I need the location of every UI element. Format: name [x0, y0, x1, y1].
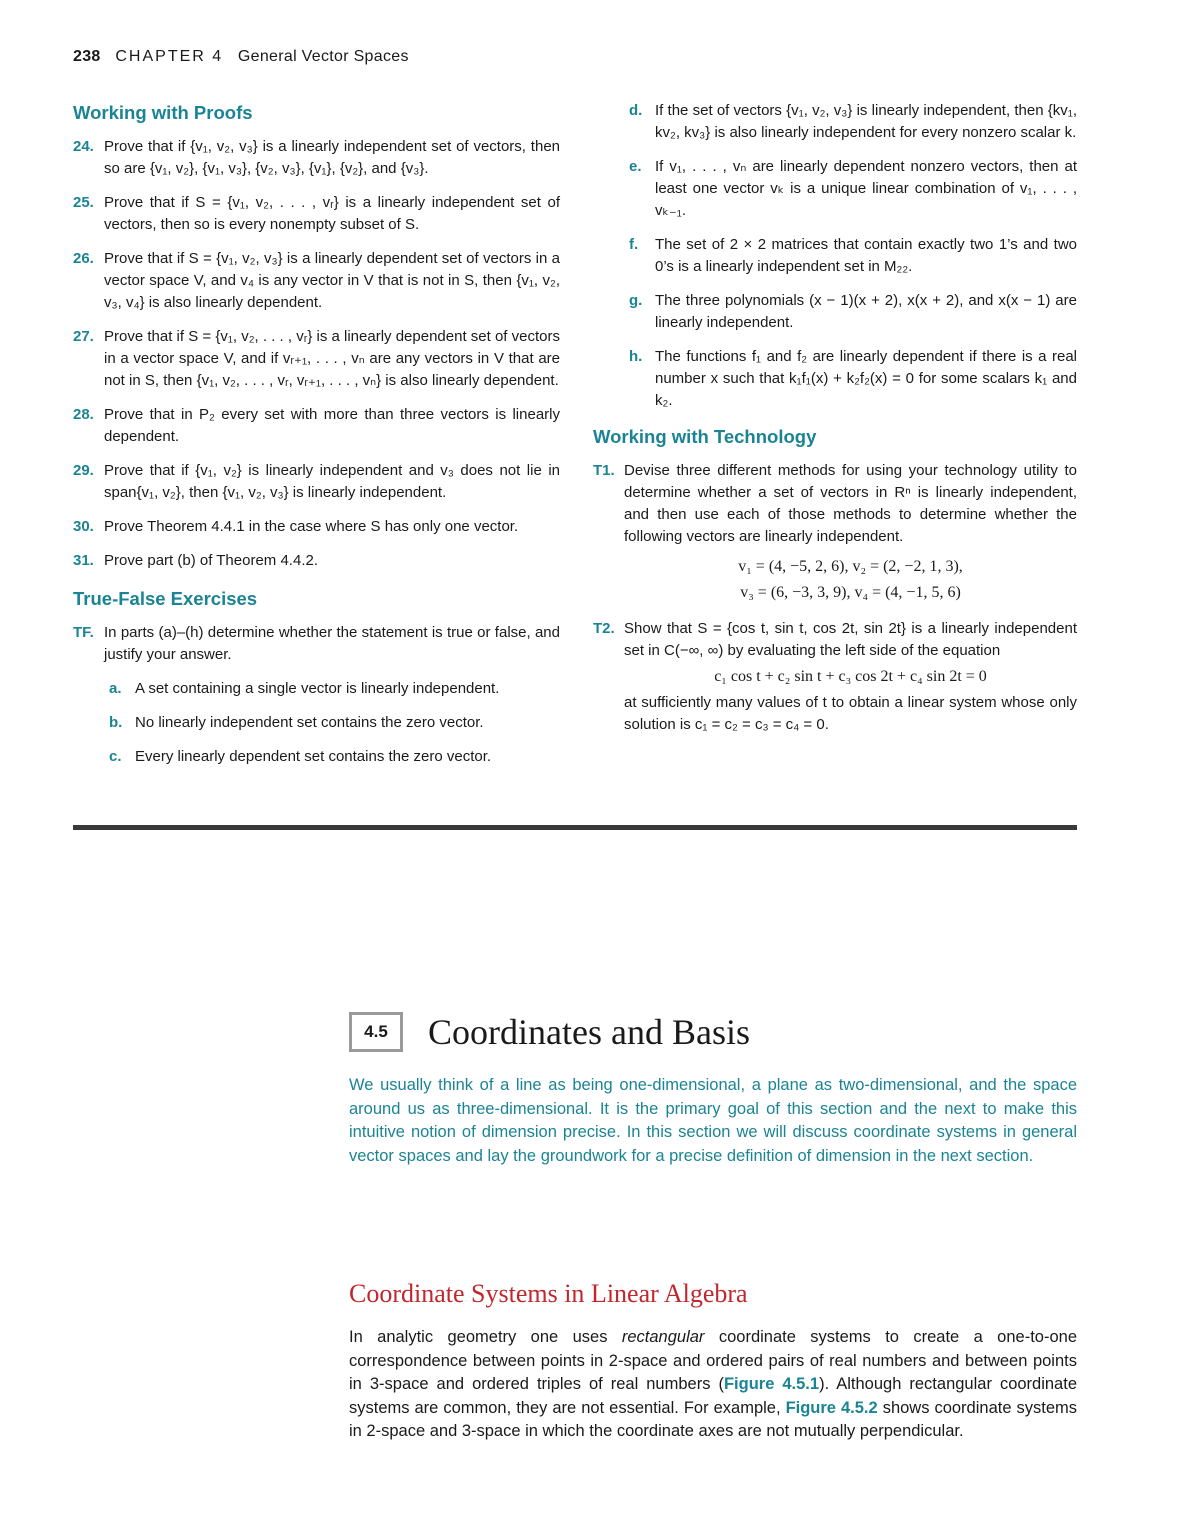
proof-exercise-25-text: Prove that if S = {v₁, v₂, . . . , vᵣ} is a linearly independent set of vectors, then so is every nonempty subset of S.: [104, 194, 560, 233]
tf-part-h-text: The functions f₁ and f₂ are linearly dependent if there is a real number x such that k₁f₁(x) + k₂f₂(x) = 0 for some scalars k₁ and k₂.: [655, 348, 1077, 409]
tf-part-c-number: c.: [109, 748, 122, 765]
tf-list-left: [73, 678, 560, 768]
left-column: [73, 100, 560, 780]
tf-part-h: [593, 346, 1077, 412]
t2-text-continued: at sufficiently many values of t to obtain a linear system whose only solution is c₁ = c₂ = c₃ = c₄ = 0.: [624, 694, 1077, 733]
proof-exercise-28-text: Prove that in P₂ every set with more than three vectors is linearly dependent.: [104, 406, 560, 445]
tf-part-b-number: b.: [109, 714, 123, 731]
tf-part-f-number: f.: [629, 236, 639, 253]
right-column: [593, 100, 1077, 736]
section-title: Coordinates and Basis: [428, 1012, 750, 1052]
tf-intro-number: TF.: [73, 624, 94, 641]
proof-exercise-27: [73, 326, 560, 392]
t1-equation-2: v₃ = (6, −3, 3, 9), v₄ = (4, −1, 5, 6): [740, 584, 961, 601]
proof-exercise-31: [73, 550, 560, 572]
body-text-4: shows coordinate systems in 2-space and 3-space in which the coordinate axes are not mutually perpendicular.: [349, 1398, 1078, 1440]
body-text-2: coordinate systems to create a one-to-one correspondence between points in 2-space and ordered pairs of real numbers and between points in 3-space and ordered triples of real numbers (: [349, 1328, 1077, 1393]
page-number: 238: [73, 48, 101, 65]
tf-part-c: [73, 746, 560, 768]
tf-part-f: [593, 234, 1077, 278]
t2-text: Show that S = {cos t, sin t, cos 2t, sin 2t} is a linearly independent set in C(−∞, ∞) by evaluating the left side of the equation: [624, 620, 1077, 659]
tf-part-d: [593, 100, 1077, 144]
proof-exercise-28-number: 28.: [73, 406, 94, 423]
technology-heading: Working with Technology: [593, 426, 817, 447]
tf-part-g-text: The three polynomials (x − 1)(x + 2), x(x + 2), and x(x − 1) are linearly independent.: [655, 292, 1077, 331]
section-intro: We usually think of a line as being one-dimensional, a plane as two-dimensional, and the space around us as three-dimensional. It is the primary goal of this section and the next to make this intuitive notion of dimension precise. In this section we will discuss coordinate systems in general vector spaces and lay the groundwork for a precise definition of dimension in the next section.: [349, 1076, 1077, 1165]
t2-equation: c₁ cos t + c₂ sin t + c₃ cos 2t + c₄ sin 2t = 0: [714, 668, 987, 685]
t1-equation-1: v₁ = (4, −5, 2, 6), v₂ = (2, −2, 1, 3),: [738, 558, 963, 575]
body-emphasis: rectangular: [621, 1328, 705, 1346]
t1-exercise: [593, 460, 1077, 548]
body-text-1: In analytic geometry one uses: [349, 1328, 608, 1346]
proof-exercise-26-number: 26.: [73, 250, 94, 267]
t1-number: T1.: [593, 462, 615, 479]
tf-part-a-text: A set containing a single vector is linearly independent.: [135, 680, 500, 697]
proof-exercise-25: [73, 192, 560, 236]
tf-intro-text: In parts (a)–(h) determine whether the statement is true or false, and justify your answer.: [104, 624, 560, 663]
proof-exercise-27-text: Prove that if S = {v₁, v₂, . . . , vᵣ} is a linearly dependent set of vectors in a vector space V, and if vᵣ₊₁, . . . , vₙ are any vectors in V that are not in S, then {v₁, v₂, . . . , vᵣ, vᵣ₊₁, . . . , vₙ} is also linearly dependent.: [104, 328, 560, 389]
tf-intro: [73, 622, 560, 666]
proof-exercise-29-number: 29.: [73, 462, 94, 479]
tf-part-e: [593, 156, 1077, 222]
proof-exercise-26-text: Prove that if S = {v₁, v₂, v₃} is a linearly dependent set of vectors in a vector space V, and v₄ is any vector in V that is not in S, then {v₁, v₂, v₃, v₄} is also linearly dependent.: [104, 250, 560, 311]
proof-exercise-26: [73, 248, 560, 314]
proof-exercise-30-number: 30.: [73, 518, 94, 535]
proofs-heading: Working with Proofs: [73, 102, 253, 123]
figure-link-4-5-1[interactable]: Figure 4.5.1: [723, 1375, 820, 1393]
proof-exercise-29-text: Prove that if {v₁, v₂} is linearly independent and v₃ does not lie in span{v₁, v₂}, then {v₁, v₂, v₃} is linearly independent.: [104, 462, 560, 501]
proof-exercise-31-number: 31.: [73, 552, 94, 569]
tf-part-e-text: If v₁, . . . , vₙ are linearly dependent nonzero vectors, then at least one vector vₖ is a unique linear combination of v₁, . . . , vₖ₋₁.: [655, 158, 1077, 219]
proof-exercise-29: [73, 460, 560, 504]
section-number-box: 4.5: [349, 1012, 403, 1052]
section-divider: [73, 825, 1077, 830]
proofs-list: [73, 136, 560, 572]
proof-exercise-28: [73, 404, 560, 448]
running-head: [73, 48, 409, 66]
tf-list-right: [593, 100, 1077, 412]
proof-exercise-24: [73, 136, 560, 180]
tf-part-b: [73, 712, 560, 734]
tf-part-d-number: d.: [629, 102, 643, 119]
subsection-body: [349, 1326, 1077, 1444]
tf-part-a-number: a.: [109, 680, 122, 697]
true-false-heading: True-False Exercises: [73, 588, 258, 609]
t1-text: Devise three different methods for using your technology utility to determine whether a set of vectors in Rⁿ is linearly independent, and then use each of those methods to determine whether the following vectors are linearly independent.: [624, 462, 1077, 545]
tf-part-f-text: The set of 2 × 2 matrices that contain exactly two 1’s and two 0’s is a linearly independent set in M₂₂.: [655, 236, 1077, 275]
subsection-title: Coordinate Systems in Linear Algebra: [349, 1279, 748, 1308]
t2-exercise: [593, 618, 1077, 662]
tf-part-e-number: e.: [629, 158, 642, 175]
tf-part-h-number: h.: [629, 348, 643, 365]
proof-exercise-27-number: 27.: [73, 328, 94, 345]
tf-part-g-number: g.: [629, 292, 643, 309]
tf-part-b-text: No linearly independent set contains the zero vector.: [135, 714, 484, 731]
tf-part-g: [593, 290, 1077, 334]
figure-link-4-5-2[interactable]: Figure 4.5.2: [785, 1398, 878, 1417]
proof-exercise-24-number: 24.: [73, 138, 94, 155]
body-text-3: ). Although rectangular coordinate systems are common, they are not essential. For example,: [349, 1375, 1077, 1417]
proof-exercise-31-text: Prove part (b) of Theorem 4.4.2.: [104, 552, 318, 569]
tf-part-d-text: If the set of vectors {v₁, v₂, v₃} is linearly independent, then {kv₁, kv₂, kv₃} is also linearly independent for every nonzero scalar k.: [655, 102, 1077, 141]
proof-exercise-24-text: Prove that if {v₁, v₂, v₃} is a linearly independent set of vectors, then so are {v₁, v₂}, {v₁, v₃}, {v₂, v₃}, {v₁}, {v₂}, and {v₃}.: [104, 138, 560, 177]
t2-number: T2.: [593, 620, 615, 637]
chapter-title: General Vector Spaces: [237, 48, 409, 65]
tf-part-c-text: Every linearly dependent set contains the zero vector.: [135, 748, 492, 765]
tf-part-a: [73, 678, 560, 700]
proof-exercise-25-number: 25.: [73, 194, 94, 211]
proof-exercise-30-text: Prove Theorem 4.4.1 in the case where S has only one vector.: [104, 518, 519, 535]
chapter-label: CHAPTER 4: [115, 48, 224, 65]
proof-exercise-30: [73, 516, 560, 538]
